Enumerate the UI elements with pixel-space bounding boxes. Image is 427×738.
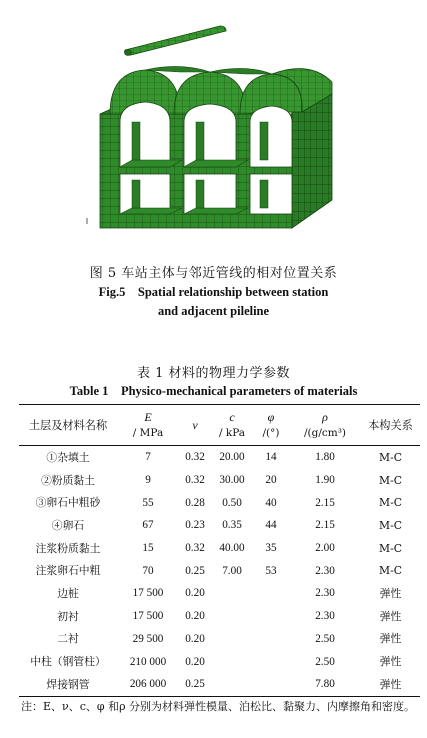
cell-phi [253, 605, 289, 628]
cell-rho: 2.30 [315, 564, 335, 577]
cell-c: 20.00 [219, 451, 245, 464]
table-note: 注：E、ν、c、φ 和ρ 分别为材料弹性模量、泊松比、黏聚力、内摩擦角和密度。 [21, 700, 416, 713]
cell-E: 7 [145, 451, 151, 464]
cell-phi: 14 [265, 451, 277, 464]
cell-model: M-C [379, 473, 402, 487]
cell-E: 17 500 [132, 610, 164, 623]
cell-rho: 1.80 [315, 451, 335, 464]
header-phi-unit: /(°) [262, 427, 280, 439]
cell-phi: 35 [265, 542, 277, 555]
cell-phi [253, 650, 289, 673]
cell-rho: 2.30 [315, 587, 335, 600]
figure-caption-cn: 图 5 车站主体与邻近管线的相对位置关系 [89, 266, 338, 281]
cell-nu: 0.25 [185, 564, 205, 577]
cell-E: 70 [142, 564, 154, 577]
cell-name: 中柱（钢管柱） [30, 655, 106, 669]
cell-nu: 0.25 [185, 678, 205, 691]
table-row [19, 559, 420, 582]
header-nu-symbol: ν [192, 418, 198, 432]
cell-name: 焊接钢管 [46, 677, 90, 691]
figure-caption-en-line2: and adjacent pileline [157, 304, 270, 318]
cell-rho: 1.90 [315, 474, 335, 487]
cell-c: 0.35 [222, 519, 242, 532]
cell-nu: 0.20 [185, 632, 205, 645]
cell-model: 弹性 [379, 609, 402, 623]
table-header-row [19, 405, 420, 446]
cell-E: 17 500 [132, 587, 164, 600]
cell-name: ③卵石中粗砂 [35, 496, 101, 510]
station-mesh-figure [70, 22, 360, 254]
cell-model: M-C [379, 496, 402, 510]
table-caption-en-text: Physico-mechanical parameters of materials [120, 384, 358, 398]
cell-rho: 7.80 [315, 678, 335, 691]
figure-caption-en-text: Spatial relationship between station [137, 285, 329, 299]
adjacent-pipeline [125, 26, 227, 56]
cell-c [211, 605, 253, 628]
table-row [19, 491, 420, 514]
cell-E: 206 000 [129, 678, 167, 691]
header-rho [289, 405, 361, 446]
header-E-symbol: E [144, 410, 152, 424]
cell-name: 注浆卵石中粗 [35, 564, 101, 578]
cell-c: 40.00 [219, 542, 245, 555]
header-E [117, 405, 179, 446]
cell-model: M-C [379, 450, 402, 464]
header-E-unit: / MPa [132, 427, 164, 439]
cell-c: 30.00 [219, 474, 245, 487]
cell-phi [253, 582, 289, 605]
header-c [211, 405, 253, 446]
cell-rho: 2.30 [315, 610, 335, 623]
header-rho-symbol: ρ [322, 410, 328, 424]
header-c-symbol: c [229, 410, 235, 424]
cell-c: 7.00 [222, 564, 242, 577]
cell-nu: 0.23 [185, 519, 205, 532]
cell-nu: 0.32 [185, 451, 205, 464]
cell-nu: 0.20 [185, 610, 205, 623]
table-row [19, 537, 420, 560]
table-caption-en [0, 384, 427, 399]
cell-phi [253, 628, 289, 651]
cell-c [211, 582, 253, 605]
cell-name: ②粉质黏土 [41, 473, 95, 487]
header-nu [179, 405, 211, 446]
cell-model: 弹性 [379, 586, 402, 600]
table-body [19, 446, 420, 697]
cell-nu: 0.28 [185, 496, 205, 509]
station-body [100, 66, 332, 228]
cell-model: M-C [379, 541, 402, 555]
cell-name: 初衬 [57, 609, 79, 623]
table-row [19, 628, 420, 651]
cell-rho: 2.50 [315, 632, 335, 645]
cell-model: M-C [379, 518, 402, 532]
cell-nu: 0.20 [185, 587, 205, 600]
cell-phi: 53 [265, 564, 277, 577]
header-c-unit: / kPa [218, 427, 246, 439]
table-row [19, 673, 420, 696]
cell-c [211, 628, 253, 651]
cell-name: 注浆粉质黏土 [35, 541, 101, 555]
table-row [19, 446, 420, 469]
cell-E: 29 500 [132, 632, 164, 645]
cell-nu: 0.32 [185, 474, 205, 487]
cell-name: ④卵石 [51, 518, 85, 532]
cell-name: 边桩 [57, 586, 79, 600]
header-phi-symbol: φ [267, 410, 275, 424]
cell-model: M-C [379, 564, 402, 578]
table-row [19, 582, 420, 605]
header-rho-unit: /(g/cm³) [303, 427, 347, 439]
header-model: 本构关系 [368, 419, 413, 432]
cell-phi: 20 [265, 474, 277, 487]
cell-phi: 44 [265, 519, 277, 532]
table-row [19, 514, 420, 537]
cell-name: 二衬 [57, 632, 79, 646]
cell-rho: 2.15 [315, 496, 335, 509]
table-row [19, 650, 420, 673]
cell-model: 弹性 [379, 632, 402, 646]
figure-caption-en-lead: Fig.5 [98, 285, 126, 299]
cell-model: 弹性 [379, 655, 402, 669]
cell-c: 0.50 [222, 496, 242, 509]
figure-caption-en-line1 [0, 285, 427, 300]
cell-nu: 0.32 [185, 542, 205, 555]
cell-E: 210 000 [129, 655, 167, 668]
cell-phi [253, 673, 289, 696]
header-phi [253, 405, 289, 446]
cell-rho: 2.15 [315, 519, 335, 532]
cell-c [211, 650, 253, 673]
cell-E: 15 [142, 542, 154, 555]
cell-E: 9 [145, 474, 151, 487]
materials-table [19, 404, 420, 697]
cell-c [211, 673, 253, 696]
header-name: 土层及材料名称 [28, 419, 108, 432]
cell-E: 55 [142, 496, 154, 509]
cell-rho: 2.50 [315, 655, 335, 668]
table-caption-en-lead: Table 1 [69, 384, 109, 398]
cell-phi: 40 [265, 496, 277, 509]
cell-name: ①杂填土 [46, 450, 90, 464]
cell-E: 67 [142, 519, 154, 532]
cell-rho: 2.00 [315, 542, 335, 555]
table-row [19, 605, 420, 628]
table-caption-cn: 表 1 材料的物理力学参数 [136, 366, 291, 381]
table-row [19, 469, 420, 492]
cell-nu: 0.20 [185, 655, 205, 668]
cell-model: 弹性 [379, 677, 402, 691]
